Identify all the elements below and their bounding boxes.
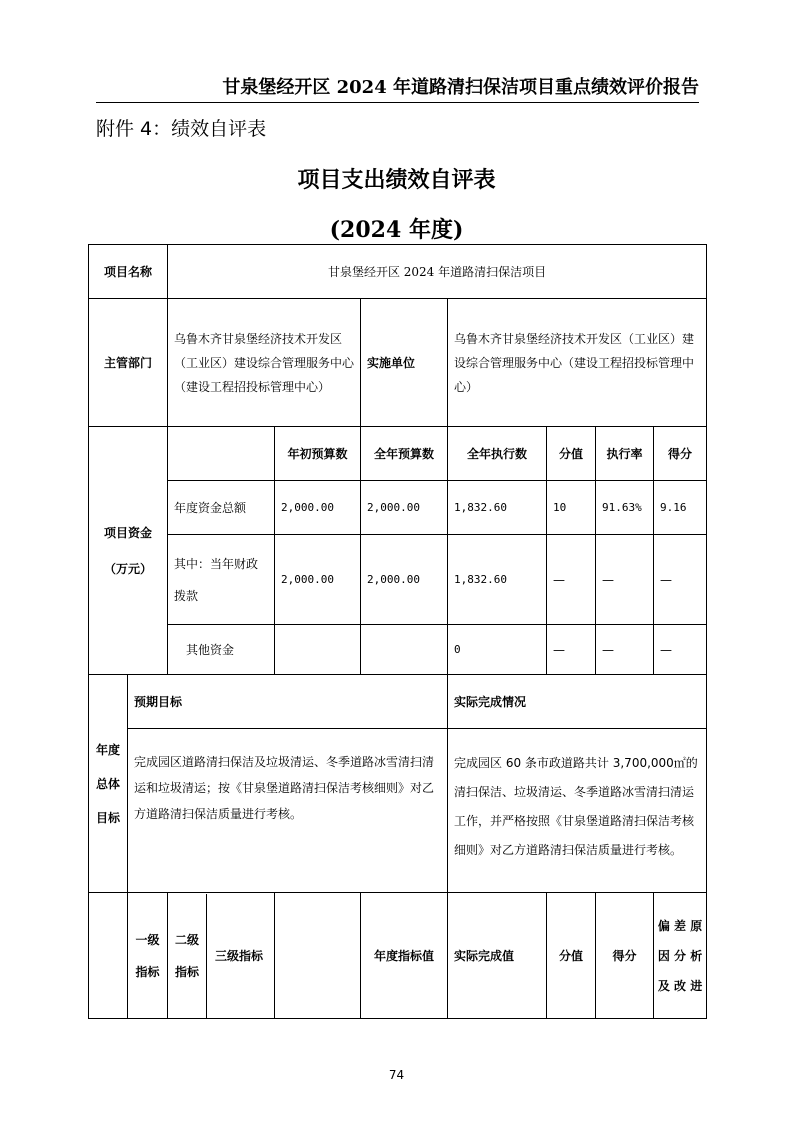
funds-row-name: 其中：当年财政拨款 bbox=[168, 535, 275, 625]
impl-label: 实施单位 bbox=[361, 299, 448, 427]
level3-header-ext bbox=[275, 893, 361, 1019]
goals-content-row bbox=[89, 729, 707, 893]
deviation-header bbox=[654, 893, 707, 1019]
self-evaluation-table bbox=[88, 244, 707, 1019]
funds-label-line2: （万元） bbox=[104, 561, 153, 576]
funds-header-blank bbox=[168, 427, 275, 481]
funds-cell: — bbox=[654, 535, 707, 625]
funds-cell: 91.63% bbox=[596, 481, 654, 535]
funds-cell: 0 bbox=[448, 625, 547, 675]
funds-cell: — bbox=[547, 535, 596, 625]
attachment-label: 附件 4：绩效自评表 bbox=[96, 118, 267, 140]
expected-goal-header: 预期目标 bbox=[128, 675, 448, 729]
funds-cell: — bbox=[596, 535, 654, 625]
funds-row-name: 年度资金总额 bbox=[168, 481, 275, 535]
dept-row bbox=[89, 299, 707, 427]
funds-cell: 2,000.00 bbox=[275, 481, 361, 535]
level1-header-1: 一级 bbox=[135, 932, 160, 947]
annual-value-header: 年度指标值 bbox=[361, 893, 448, 1019]
dept-label: 主管部门 bbox=[89, 299, 168, 427]
funds-row-fiscal bbox=[89, 535, 707, 625]
funds-cell bbox=[275, 625, 361, 675]
deviation-header-1: 偏 差 原 bbox=[657, 918, 703, 933]
funds-row-total bbox=[89, 481, 707, 535]
project-value: 甘泉堡经开区 2024 年道路清扫保洁项目 bbox=[168, 245, 707, 299]
funds-cell: 10 bbox=[547, 481, 596, 535]
level2-level3-header bbox=[168, 893, 275, 1019]
indicator-header-blank bbox=[89, 893, 128, 1019]
funds-cell: 2,000.00 bbox=[275, 535, 361, 625]
funds-cell: 1,832.60 bbox=[448, 535, 547, 625]
goals-label-2: 总体 bbox=[95, 776, 120, 791]
funds-header-rate: 执行率 bbox=[596, 427, 654, 481]
funds-header-executed: 全年执行数 bbox=[448, 427, 547, 481]
level2-header-1: 二级 bbox=[175, 932, 200, 947]
funds-cell: 2,000.00 bbox=[361, 535, 448, 625]
project-label: 项目名称 bbox=[89, 245, 168, 299]
level1-header bbox=[128, 893, 168, 1019]
indicator-header-row bbox=[89, 893, 707, 1019]
project-row bbox=[89, 245, 707, 299]
funds-row-other bbox=[89, 625, 707, 675]
document-title: 项目支出绩效自评表 bbox=[297, 168, 496, 193]
actual-completion-text: 完成园区 60 条市政道路共计 3,700,000㎡的清扫保洁、垃圾清运、冬季道路冰雪清扫清运工作，并严格按照《甘泉堡道路清扫保洁考核细则》对乙方道路清扫保洁质量进行考核。 bbox=[448, 729, 707, 893]
funds-row-name: 其他资金 bbox=[168, 625, 275, 675]
dept-value: 乌鲁木齐甘泉堡经济技术开发区（工业区）建设综合管理服务中心（建设工程招投标管理中心） bbox=[168, 299, 361, 427]
goals-label bbox=[89, 675, 128, 893]
deviation-header-3: 及 改 进 bbox=[657, 978, 703, 993]
funds-cell: — bbox=[547, 625, 596, 675]
level1-header-2: 指标 bbox=[135, 964, 160, 979]
funds-header-row bbox=[89, 427, 707, 481]
funds-label bbox=[89, 427, 168, 675]
funds-cell: — bbox=[596, 625, 654, 675]
funds-cell: 1,832.60 bbox=[448, 481, 547, 535]
funds-header-score: 得分 bbox=[654, 427, 707, 481]
goals-label-3: 目标 bbox=[95, 810, 120, 825]
level2-header-2: 指标 bbox=[175, 964, 200, 979]
expected-goal-text: 完成园区道路清扫保洁及垃圾清运、冬季道路冰雪清扫清运和垃圾清运；按《甘泉堡道路清扫保洁考核细则》对乙方道路清扫保洁质量进行考核。 bbox=[128, 729, 448, 893]
year-label: (2024 年度) bbox=[329, 217, 464, 243]
funds-cell: 2,000.00 bbox=[361, 481, 448, 535]
funds-cell: 9.16 bbox=[654, 481, 707, 535]
level3-header: 三级指标 bbox=[215, 948, 264, 963]
actual-completion-header: 实际完成情况 bbox=[448, 675, 707, 729]
running-header: 甘泉堡经开区 2024 年道路清扫保洁项目重点绩效评价报告 bbox=[222, 77, 699, 98]
actual-value-header: 实际完成值 bbox=[448, 893, 547, 1019]
score-value-header: 分值 bbox=[547, 893, 596, 1019]
header-rule bbox=[96, 102, 699, 103]
page-number: 74 bbox=[388, 1068, 405, 1082]
impl-value: 乌鲁木齐甘泉堡经济技术开发区（工业区）建设综合管理服务中心（建设工程招投标管理中心） bbox=[448, 299, 707, 427]
goals-header-row bbox=[89, 675, 707, 729]
deviation-header-2: 因 分 析 bbox=[657, 948, 703, 963]
funds-header-annual: 全年预算数 bbox=[361, 427, 448, 481]
funds-header-initial: 年初预算数 bbox=[275, 427, 361, 481]
funds-label-line1: 项目资金 bbox=[104, 525, 153, 540]
score-header: 得分 bbox=[596, 893, 654, 1019]
funds-header-score-value: 分值 bbox=[547, 427, 596, 481]
funds-cell bbox=[361, 625, 448, 675]
level2-header bbox=[168, 894, 207, 1018]
goals-label-1: 年度 bbox=[95, 742, 120, 757]
funds-cell: — bbox=[654, 625, 707, 675]
